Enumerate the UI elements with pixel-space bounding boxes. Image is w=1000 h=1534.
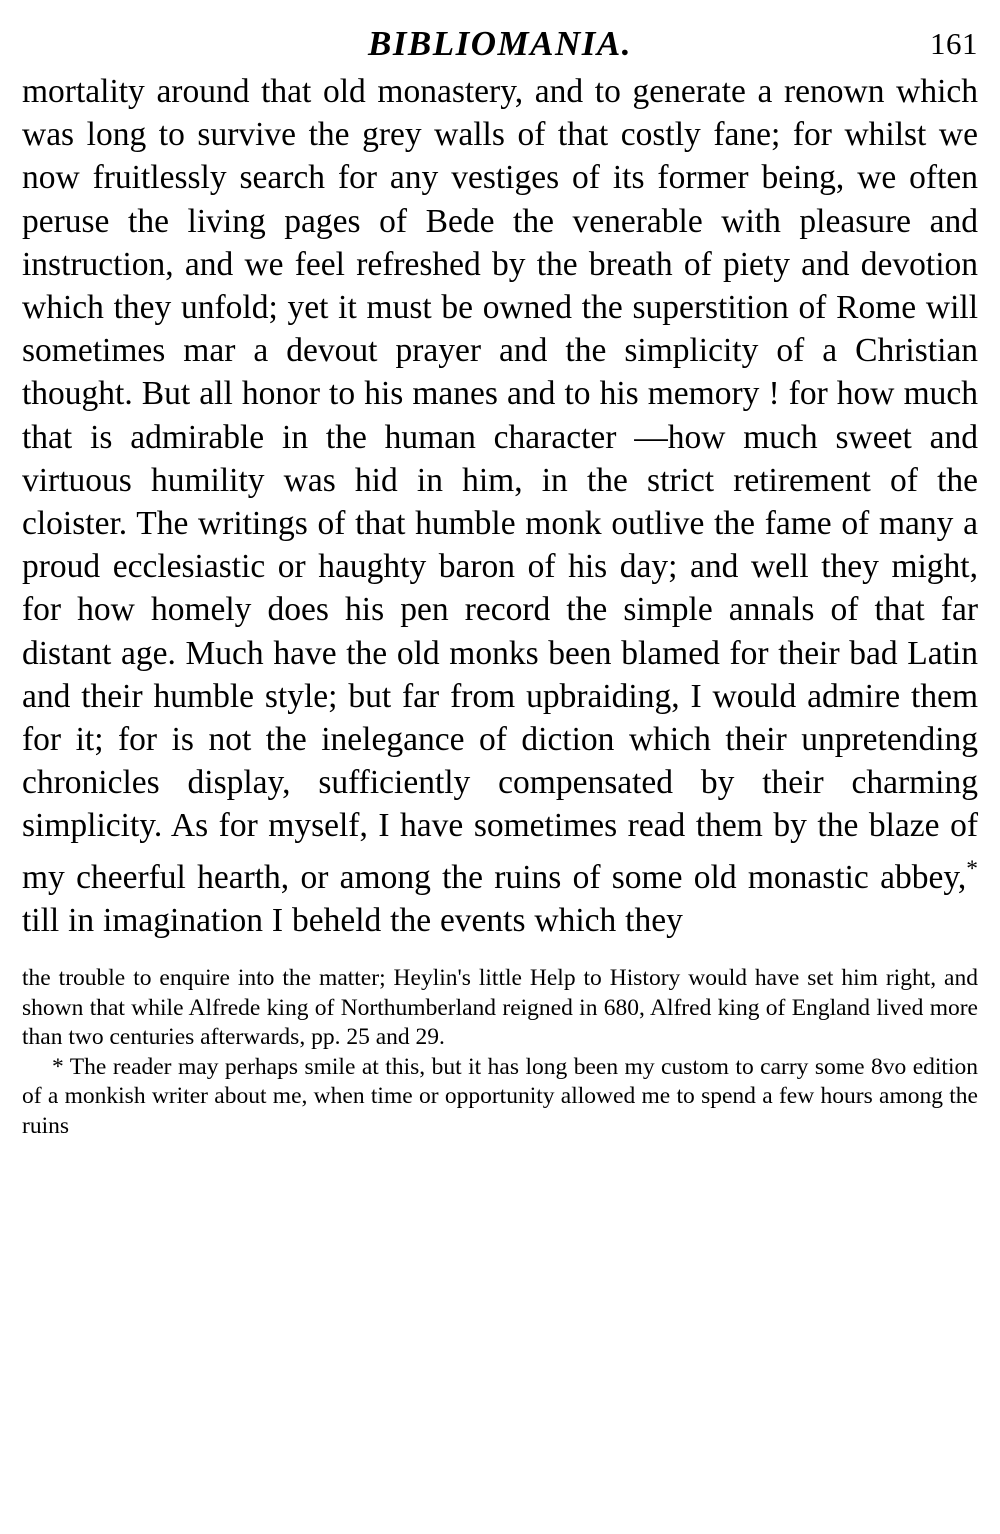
page-header xyxy=(22,0,978,70)
paragraph-text: mortality around that old monastery, and to generate a renown which was long to survive the grey walls of that costly fane; for whilst we now fruitlessly search for any vestiges of its former being, we often peruse the living pages of Bede the venerable with pleasure and instruction, and we feel refreshed by the breath of piety and devotion which they unfold; yet it must be owned the superstition of Rome will sometimes mar a devout prayer and the simplicity of a Christian thought. But all honor to his manes and to his memory ! for how much that is admirable in the human character —how much sweet and virtuous humility was hid in him, in the strict retirement of the cloister. The writings of that humble monk outlive the fame of many a proud ecclesiastic or haughty baron of his day; and well they might, for how homely does his pen record the simple annals of that far distant age. Much have the old monks been blamed for their bad Latin and their humble style; but far from upbraiding, I would admire them for it; for is not the inelegance of diction which their unpretending chronicles display, sufficiently compensated by their charming simplicity. As for myself, I have sometimes read them by the blaze of my cheerful hearth, or among the ruins of some old monastic abbey, xyxy=(22,73,978,896)
page-number: 161 xyxy=(930,26,978,61)
footnote-continued: the trouble to enquire into the matter; Heylin's little Help to History would have set him right, and shown that while Alfrede king of Northumberland reigned in 680, Alfred king of England lived more than two centuries afterwards, pp. 25 and 29. xyxy=(22,965,978,1051)
body-text xyxy=(22,70,978,942)
footnote-starred xyxy=(22,1053,978,1142)
footnote-text: The reader may perhaps smile at this, but it has long been my custom to carry some 8vo edition of a monkish writer about me, when time or opportunity allowed me to spend a few hours among the ruins xyxy=(22,1053,978,1139)
paragraph-text-continued: till in imagination I beheld the events which they xyxy=(22,902,683,940)
footnote-marker: * xyxy=(52,1053,64,1080)
running-title: BIBLIOMANIA. xyxy=(367,24,633,63)
footnotes-block xyxy=(22,964,978,1141)
footnote-reference-marker: * xyxy=(966,855,978,882)
paragraph xyxy=(22,70,978,942)
